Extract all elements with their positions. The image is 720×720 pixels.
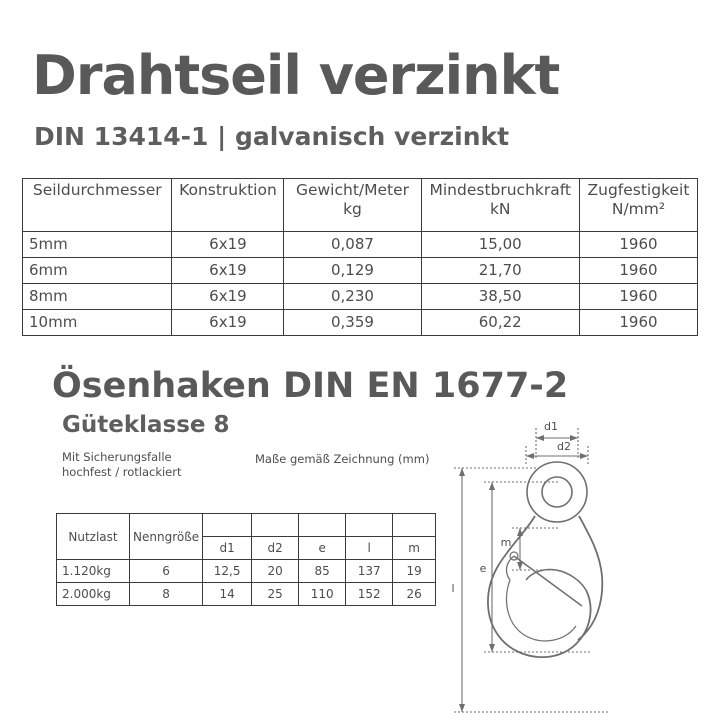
hook-technical-drawing <box>440 420 712 715</box>
cell-seildurchmesser: 6mm <box>23 258 172 284</box>
column-header-label: Konstruktion <box>179 181 277 199</box>
dimension-label-l: l <box>451 582 455 595</box>
column-header-spacer-d1 <box>203 514 252 537</box>
page-title: Drahtseil verzinkt <box>32 44 560 107</box>
column-header-spacer-m <box>393 514 436 537</box>
cell-zugfestigkeit: 1960 <box>579 310 697 336</box>
cell-d1: 12,5 <box>203 560 252 583</box>
column-header-zugfestigkeit <box>579 179 697 232</box>
cell-konstruktion: 6x19 <box>172 284 284 310</box>
cell-nutzlast: 1.120kg <box>57 560 130 583</box>
dimension-label-d2: d2 <box>557 440 571 453</box>
table-row <box>23 258 698 284</box>
cell-gewicht: 0,129 <box>284 258 421 284</box>
cell-nenngroesse: 8 <box>130 583 203 606</box>
cell-gewicht: 0,087 <box>284 232 421 258</box>
column-header-seildurchmesser <box>23 179 172 232</box>
column-header-unit: kN <box>489 200 511 219</box>
column-header-unit: N/mm² <box>611 200 666 219</box>
cell-e: 110 <box>299 583 346 606</box>
column-header-label: Mindestbruchkraft <box>429 181 572 199</box>
column-header-spacer-d2 <box>252 514 299 537</box>
cell-d2: 20 <box>252 560 299 583</box>
cell-d1: 14 <box>203 583 252 606</box>
column-header-m: m <box>393 537 436 560</box>
dimension-label-e: e <box>479 562 487 575</box>
cell-mindestbruchkraft: 21,70 <box>421 258 579 284</box>
cell-konstruktion: 6x19 <box>172 232 284 258</box>
table-header-row <box>57 514 436 537</box>
column-header-label: Zugfestigkeit <box>587 181 690 199</box>
cell-l: 152 <box>346 583 393 606</box>
cell-e: 85 <box>299 560 346 583</box>
column-header-unit: kg <box>343 200 362 219</box>
column-header-l: l <box>346 537 393 560</box>
column-header-konstruktion <box>172 179 284 232</box>
table-row <box>23 284 698 310</box>
cell-mindestbruchkraft: 15,00 <box>421 232 579 258</box>
cell-m: 19 <box>393 560 436 583</box>
column-header-mindestbruchkraft <box>421 179 579 232</box>
cell-seildurchmesser: 5mm <box>23 232 172 258</box>
cell-l: 137 <box>346 560 393 583</box>
hook-note-line-1: Mit Sicherungsfalle <box>62 450 172 464</box>
cell-mindestbruchkraft: 38,50 <box>421 284 579 310</box>
cell-d2: 25 <box>252 583 299 606</box>
column-header-d2: d2 <box>252 537 299 560</box>
column-header-label: Gewicht/Meter <box>295 181 410 199</box>
table-row <box>23 232 698 258</box>
cell-nutzlast: 2.000kg <box>57 583 130 606</box>
dimension-label-d1: d1 <box>544 420 558 433</box>
table-row <box>23 310 698 336</box>
table-row <box>57 583 436 606</box>
column-header-nenngroesse: Nenngröße <box>130 514 203 560</box>
hook-note-line-2: hochfest / rotlackiert <box>62 465 182 480</box>
table-header-row <box>23 179 698 232</box>
column-header-gewicht <box>284 179 421 232</box>
cell-zugfestigkeit: 1960 <box>579 258 697 284</box>
table-row <box>57 560 436 583</box>
hook-drawing-note: Maße gemäß Zeichnung (mm) <box>255 452 430 466</box>
cell-konstruktion: 6x19 <box>172 258 284 284</box>
cell-konstruktion: 6x19 <box>172 310 284 336</box>
cell-zugfestigkeit: 1960 <box>579 232 697 258</box>
hook-title: Ösenhaken DIN EN 1677-2 <box>52 366 569 406</box>
hook-subtitle: Güteklasse 8 <box>62 412 230 438</box>
cell-m: 26 <box>393 583 436 606</box>
cell-zugfestigkeit: 1960 <box>579 284 697 310</box>
column-header-spacer-l <box>346 514 393 537</box>
cell-mindestbruchkraft: 60,22 <box>421 310 579 336</box>
dimension-label-m: m <box>500 536 512 549</box>
cell-gewicht: 0,230 <box>284 284 421 310</box>
cell-gewicht: 0,359 <box>284 310 421 336</box>
column-header-d1: d1 <box>203 537 252 560</box>
column-header-spacer-e <box>299 514 346 537</box>
hook-specification-table <box>56 513 436 606</box>
column-header-e: e <box>299 537 346 560</box>
cell-seildurchmesser: 8mm <box>23 284 172 310</box>
column-header-label: Seildurchmesser <box>32 181 162 199</box>
cell-nenngroesse: 6 <box>130 560 203 583</box>
rope-specification-table <box>22 178 698 336</box>
cell-seildurchmesser: 10mm <box>23 310 172 336</box>
page-subtitle: DIN 13414-1 | galvanisch verzinkt <box>34 122 510 151</box>
hook-notes <box>62 450 182 480</box>
column-header-nutzlast: Nutzlast <box>57 514 130 560</box>
